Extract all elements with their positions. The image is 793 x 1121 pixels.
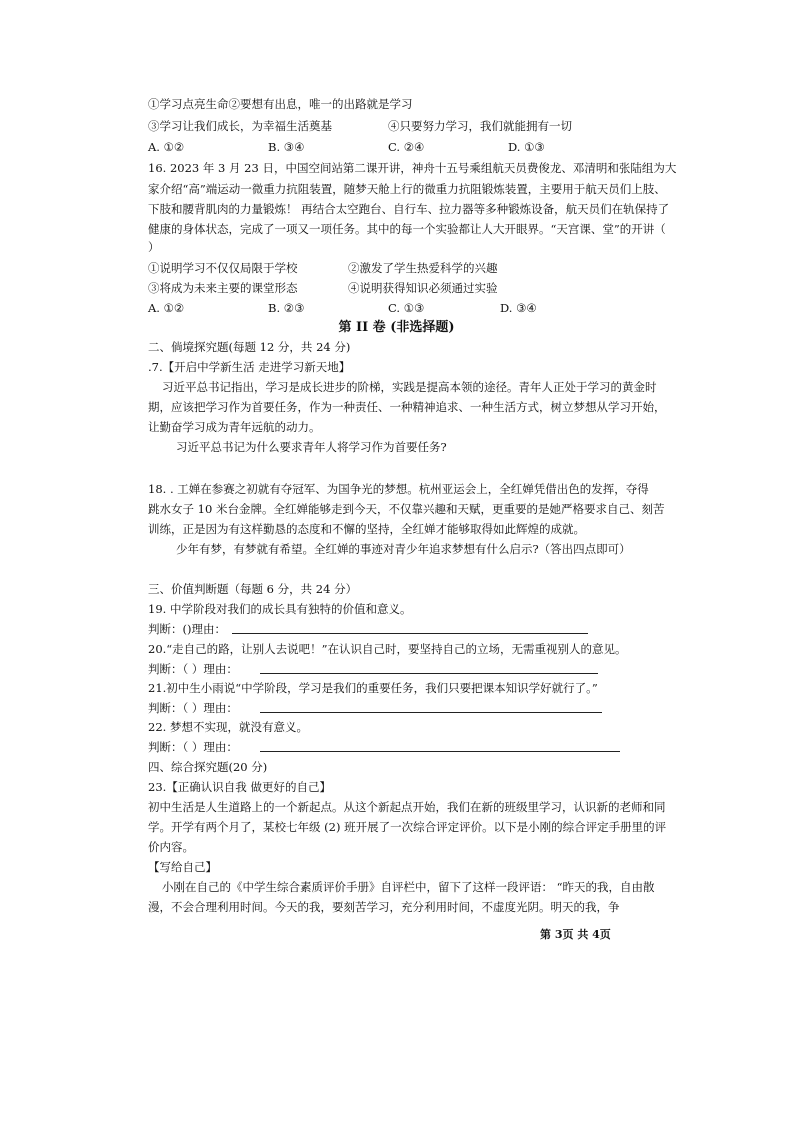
q16-choice-c: C. ①③: [388, 301, 425, 315]
q16-text-line: ）: [148, 240, 160, 254]
part-2-title: 第 II 卷 (非选择题): [338, 320, 455, 335]
q16-text-line: 16. 2023 年 3 月 23 日，中国空间站第二课开讲，神舟十五号乘组航天员费俊龙、邓清明和张陆组为大: [148, 161, 677, 175]
q15-choice-b: B. ③④: [268, 140, 305, 154]
q17-text-line: 期，应该把学习作为首要任务，作为一种责任、一种精神追求、一种生活方式，树立梦想从学习开始，: [148, 400, 666, 414]
q22-statement: 22. 梦想不实现，就没有意义。: [148, 720, 308, 734]
q23-subsection-title: 【写给自己】: [148, 860, 217, 874]
q21-answer-line[interactable]: [260, 712, 602, 713]
q16-text-line: 健康的身体状态，完成了一项又一项任务。其中的每一个实验都让人大开眼界。“天宫课、堂”的开讲（: [148, 222, 666, 236]
q22-answer-line[interactable]: [260, 751, 620, 752]
q15-choice-a: A. ①②: [148, 140, 185, 154]
q21-judgement-label: 判断：（ ）理由：: [148, 701, 238, 715]
q16-text-line: 下肢和腰背肌肉的力量锻炼！ 再结合太空跑台、自行车、拉力器等多种锻炼设备，航天员们在轨保持了: [148, 202, 670, 216]
section-2-heading: 二、倘境探究题(每题 12 分，共 24 分): [148, 340, 351, 354]
q23-sub-text-line: 漫，不会合理利用时间。今天的我，要刻苦学习，充分利用时间，不虚度光阴。明天的我，争: [148, 900, 620, 914]
q16-option-3: ③将成为未来主要的课堂形态: [148, 281, 298, 295]
q15-option-1-2: ①学习点亮生命②要想有出息，唯一的出路就是学习: [148, 97, 413, 111]
q16-option-1: ①说明学习不仅仅局限于学校: [148, 261, 298, 275]
q23-title: 23.【正确认识自我 做更好的自己】: [148, 780, 331, 794]
q21-statement: 21.初中生小雨说“中学阶段，学习是我们的重要任务，我们只要把课本知识学好就行了。”: [148, 681, 598, 695]
q19-answer-line[interactable]: [232, 633, 588, 634]
q16-choice-d: D. ③④: [500, 301, 537, 315]
q23-text-line: 初中生活是人生道路上的一个新起点。从这个新起点开始，我们在新的班级里学习，认识新的老师和同: [148, 800, 666, 814]
q17-question: 习近平总书记为什么要求青年人将学习作为首要任务?: [176, 440, 447, 454]
q23-text-line: 学。开学有两个月了，某校七年级 (2) 班开展了一次综合评定评价。以下是小刚的综合评定手册里的评: [148, 820, 667, 834]
q18-question: 少年有梦，有梦就有希望。全红婵的事迹对青少年追求梦想有什么启示?（答出四点即可）: [176, 542, 631, 556]
q19-judgement-label: 判断：()理由：: [148, 622, 226, 636]
q17-text-line: 让勤奋学习成为青年远航的动力。: [148, 420, 321, 434]
q15-option-3: ③学习让我们成长，为幸福生活奠基: [148, 119, 332, 133]
q16-choice-b: B. ②③: [268, 301, 305, 315]
q15-choice-c: C. ②④: [388, 140, 425, 154]
q20-answer-line[interactable]: [260, 673, 598, 674]
q20-judgement-label: 判断：（ ）理由：: [148, 662, 238, 676]
q20-statement: 20.“走自己的路，让别人去说吧！”在认识自己时，要坚持自己的立场，无需重视别人的意见。: [148, 642, 627, 656]
section-4-heading: 四、综合探究题(20 分): [148, 760, 268, 774]
q16-text-line: 家介绍“高”端运动一微重力抗阻装置，随梦天舱上行的微重力抗阻锻炼装置，主要用于航天员们上肢、: [148, 182, 666, 196]
q16-option-2: ②激发了学生热爱科学的兴趣: [348, 261, 498, 275]
page-number: 第 3页 共 4页: [540, 928, 611, 941]
q15-option-4: ④只要努力学习，我们就能拥有一切: [388, 119, 572, 133]
q19-statement: 19. 中学阶段对我们的成长具有独特的价值和意义。: [148, 602, 412, 616]
q17-title: .7.【开启中学新生活 走进学习新天地】: [148, 360, 351, 374]
q18-text-line: 跳水女子 10 米台金牌。全红婵能够走到今天，不仅靠兴趣和天赋，更重要的是她严格要求自己、刻苦: [148, 502, 665, 516]
q23-text-line: 价内容。: [148, 840, 194, 854]
q17-text-line: 习近平总书记指出，学习是成长进步的阶梯，实践是提高本领的途径。青年人正处于学习的黄金时: [162, 380, 657, 394]
q16-option-4: ④说明获得知识必须通过实验: [348, 281, 498, 295]
q18-text-line: 18. . 工婵在参赛之初就有夺冠军、为国争光的梦想。杭州亚运会上，全红婵凭借出色的发挥，夺得: [148, 482, 649, 496]
section-3-heading: 三、价值判断题（每题 6 分，共 24 分）: [148, 582, 358, 596]
q18-text-line: 训练，正是因为有这样勤恳的态度和不懈的坚持，全红婵才能够取得如此辉煌的成就。: [148, 522, 585, 536]
q22-judgement-label: 判断：（ ）理由：: [148, 740, 238, 754]
q23-sub-text-line: 小刚在自己的《中学生综合素质评价手册》自评栏中，留下了这样一段评语： “昨天的我，自由散: [162, 880, 655, 894]
q15-choice-d: D. ①③: [508, 140, 545, 154]
q16-choice-a: A. ①②: [148, 301, 185, 315]
